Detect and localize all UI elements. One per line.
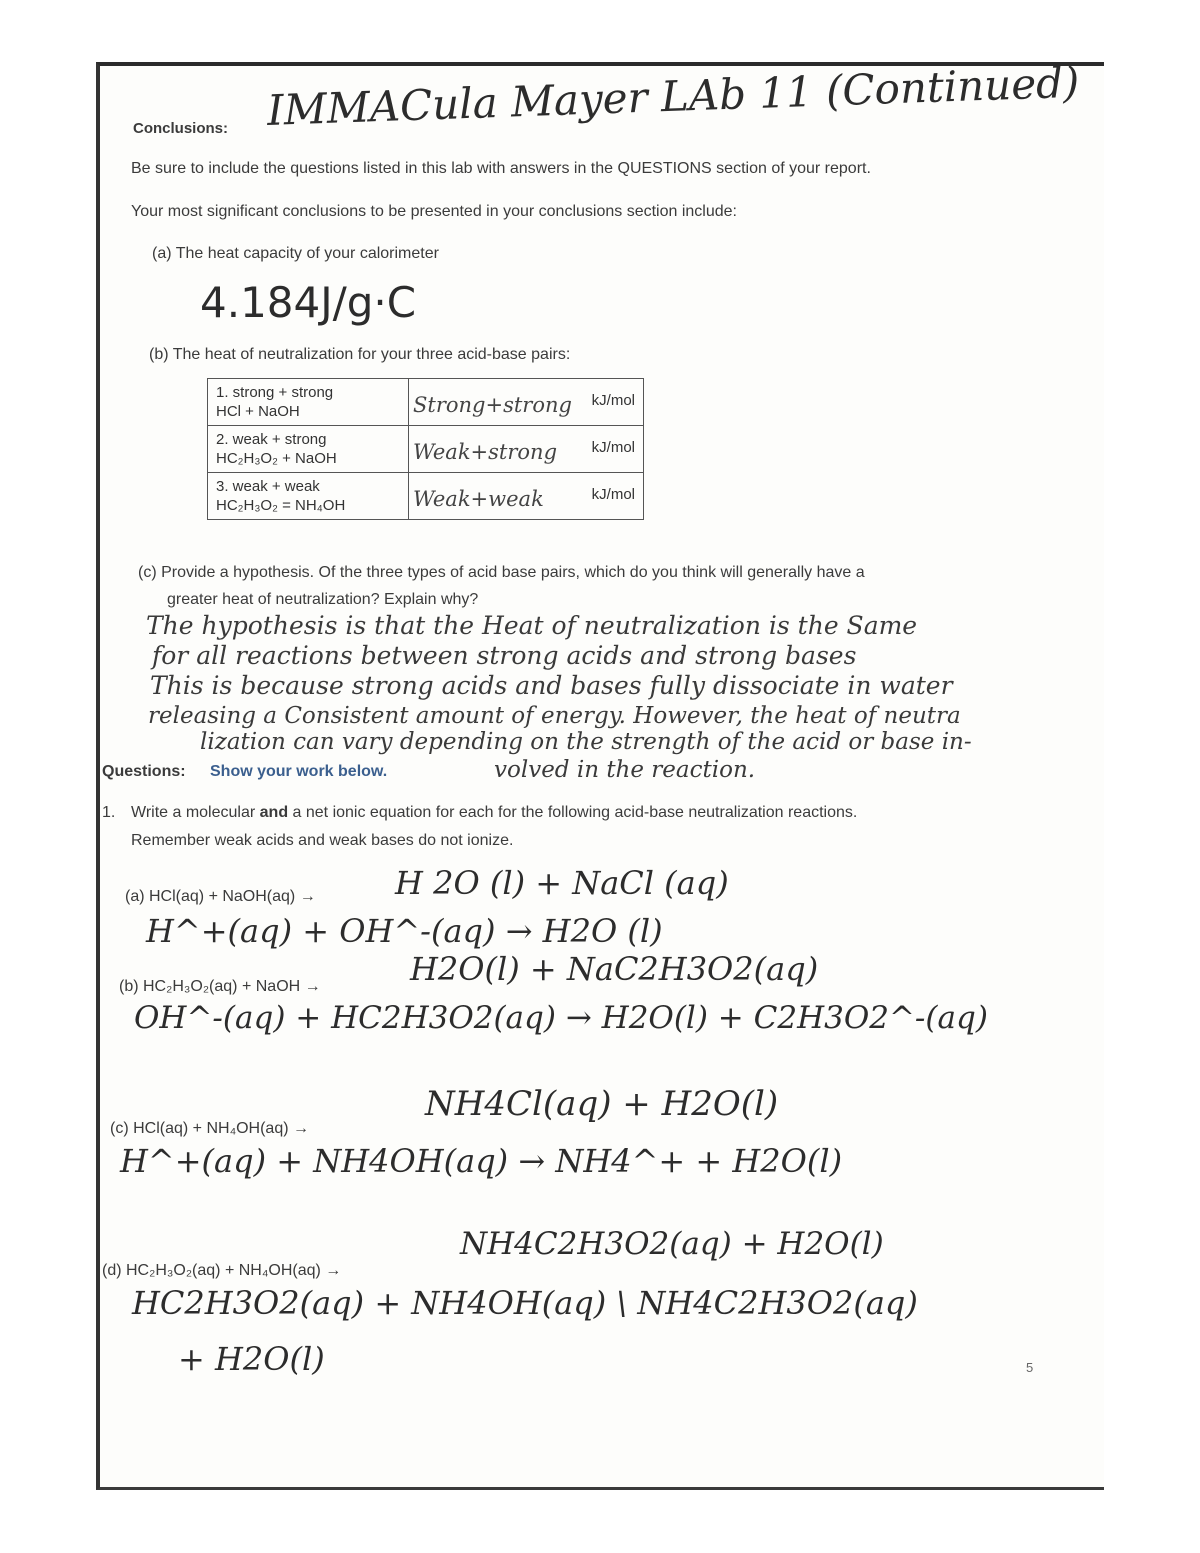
reaction-d-ionic: HC2H3O2(aq) + NH4OH(aq) \ NH4C2H3O2(aq) bbox=[132, 1284, 918, 1322]
reaction-b-label: (b) HC₂H₃O₂(aq) + NaOH → bbox=[119, 978, 321, 995]
prompt-heat-neutralization: (b) The heat of neutralization for your three acid-base pairs: bbox=[149, 346, 571, 363]
hypothesis-line: releasing a Consistent amount of energy. However, the heat of neutra bbox=[148, 703, 961, 729]
hypothesis-line: for all reactions between strong acids and strong bases bbox=[152, 641, 857, 670]
pair-type: 2. weak + strong bbox=[216, 431, 327, 448]
conclusions-label: Conclusions: bbox=[133, 120, 229, 137]
unit-label: kJ/mol bbox=[591, 392, 635, 409]
prompt-heat-capacity: (a) The heat capacity of your calorimeter bbox=[152, 245, 439, 262]
question-1-text: Write a molecular and a net ionic equation for each for the following acid-base neutralization reactions. bbox=[131, 804, 858, 821]
prompt-hypothesis-2: greater heat of neutralization? Explain why? bbox=[167, 591, 479, 608]
answer-heat-capacity: 4.184J/g·C bbox=[200, 278, 417, 327]
table-row bbox=[208, 379, 644, 426]
neutralization-table bbox=[207, 378, 644, 520]
hypothesis-line: The hypothesis is that the Heat of neutralization is the Same bbox=[146, 611, 918, 640]
hypothesis-line: lization can vary depending on the strength of the acid or base in- bbox=[200, 729, 972, 755]
reaction-b-ionic: OH^-(aq) + HC2H3O2(aq) → H2O(l) + C2H3O2^-(aq) bbox=[134, 1000, 988, 1036]
question-1-note: Remember weak acids and weak bases do not ionize. bbox=[131, 832, 514, 849]
pair-cell bbox=[208, 473, 409, 520]
instruction-conclusions: Your most significant conclusions to be presented in your conclusions section include: bbox=[131, 203, 737, 220]
value-cell bbox=[409, 426, 644, 473]
reaction-d-ionic-cont: + H2O(l) bbox=[178, 1340, 325, 1378]
reaction-c-label: (c) HCl(aq) + NH₄OH(aq) → bbox=[110, 1120, 309, 1137]
unit-label: kJ/mol bbox=[591, 439, 635, 456]
pair-formula: HC₂H₃O₂ = NH₄OH bbox=[216, 497, 346, 514]
questions-sublabel: Show your work below. bbox=[210, 763, 388, 780]
pair-cell bbox=[208, 426, 409, 473]
pair-type: 1. strong + strong bbox=[216, 384, 334, 401]
table-row bbox=[208, 473, 644, 520]
reaction-a-label: (a) HCl(aq) + NaOH(aq) → bbox=[125, 888, 316, 905]
unit-label: kJ/mol bbox=[591, 486, 635, 503]
reaction-a-molecular: H 2O (l) + NaCl (aq) bbox=[395, 864, 729, 902]
reaction-b-molecular: H2O(l) + NaC2H3O2(aq) bbox=[410, 950, 819, 988]
pair-cell bbox=[208, 379, 409, 426]
handwritten-value: Weak+strong bbox=[413, 440, 558, 464]
reaction-d-label: (d) HC₂H₃O₂(aq) + NH₄OH(aq) → bbox=[102, 1262, 342, 1279]
question-1-number: 1. bbox=[102, 804, 116, 821]
instruction-questions: Be sure to include the questions listed in this lab with answers in the QUESTIONS section of your report. bbox=[131, 160, 871, 177]
questions-label: Questions: bbox=[102, 763, 186, 780]
value-cell bbox=[409, 473, 644, 520]
hypothesis-line: volved in the reaction. bbox=[494, 757, 756, 783]
handwritten-header: IMMACula Mayer LAb 11 (Continued) bbox=[266, 57, 1081, 135]
reaction-c-ionic: H^+(aq) + NH4OH(aq) → NH4^+ + H2O(l) bbox=[120, 1142, 843, 1180]
pair-type: 3. weak + weak bbox=[216, 478, 320, 495]
reaction-c-molecular: NH4Cl(aq) + H2O(l) bbox=[425, 1084, 779, 1124]
page-number: 5 bbox=[1026, 1360, 1034, 1375]
pair-formula: HC₂H₃O₂ + NaOH bbox=[216, 450, 337, 467]
pair-formula: HCl + NaOH bbox=[216, 403, 300, 420]
reaction-a-ionic: H^+(aq) + OH^-(aq) → H2O (l) bbox=[146, 912, 663, 950]
hypothesis-line: This is because strong acids and bases fully dissociate in water bbox=[150, 671, 953, 700]
reaction-d-molecular: NH4C2H3O2(aq) + H2O(l) bbox=[460, 1226, 884, 1262]
value-cell bbox=[409, 379, 644, 426]
prompt-hypothesis-1: (c) Provide a hypothesis. Of the three types of acid base pairs, which do you think will generally have a bbox=[138, 564, 865, 581]
handwritten-value: Strong+strong bbox=[413, 393, 572, 417]
handwritten-value: Weak+weak bbox=[413, 487, 544, 511]
table-row bbox=[208, 426, 644, 473]
